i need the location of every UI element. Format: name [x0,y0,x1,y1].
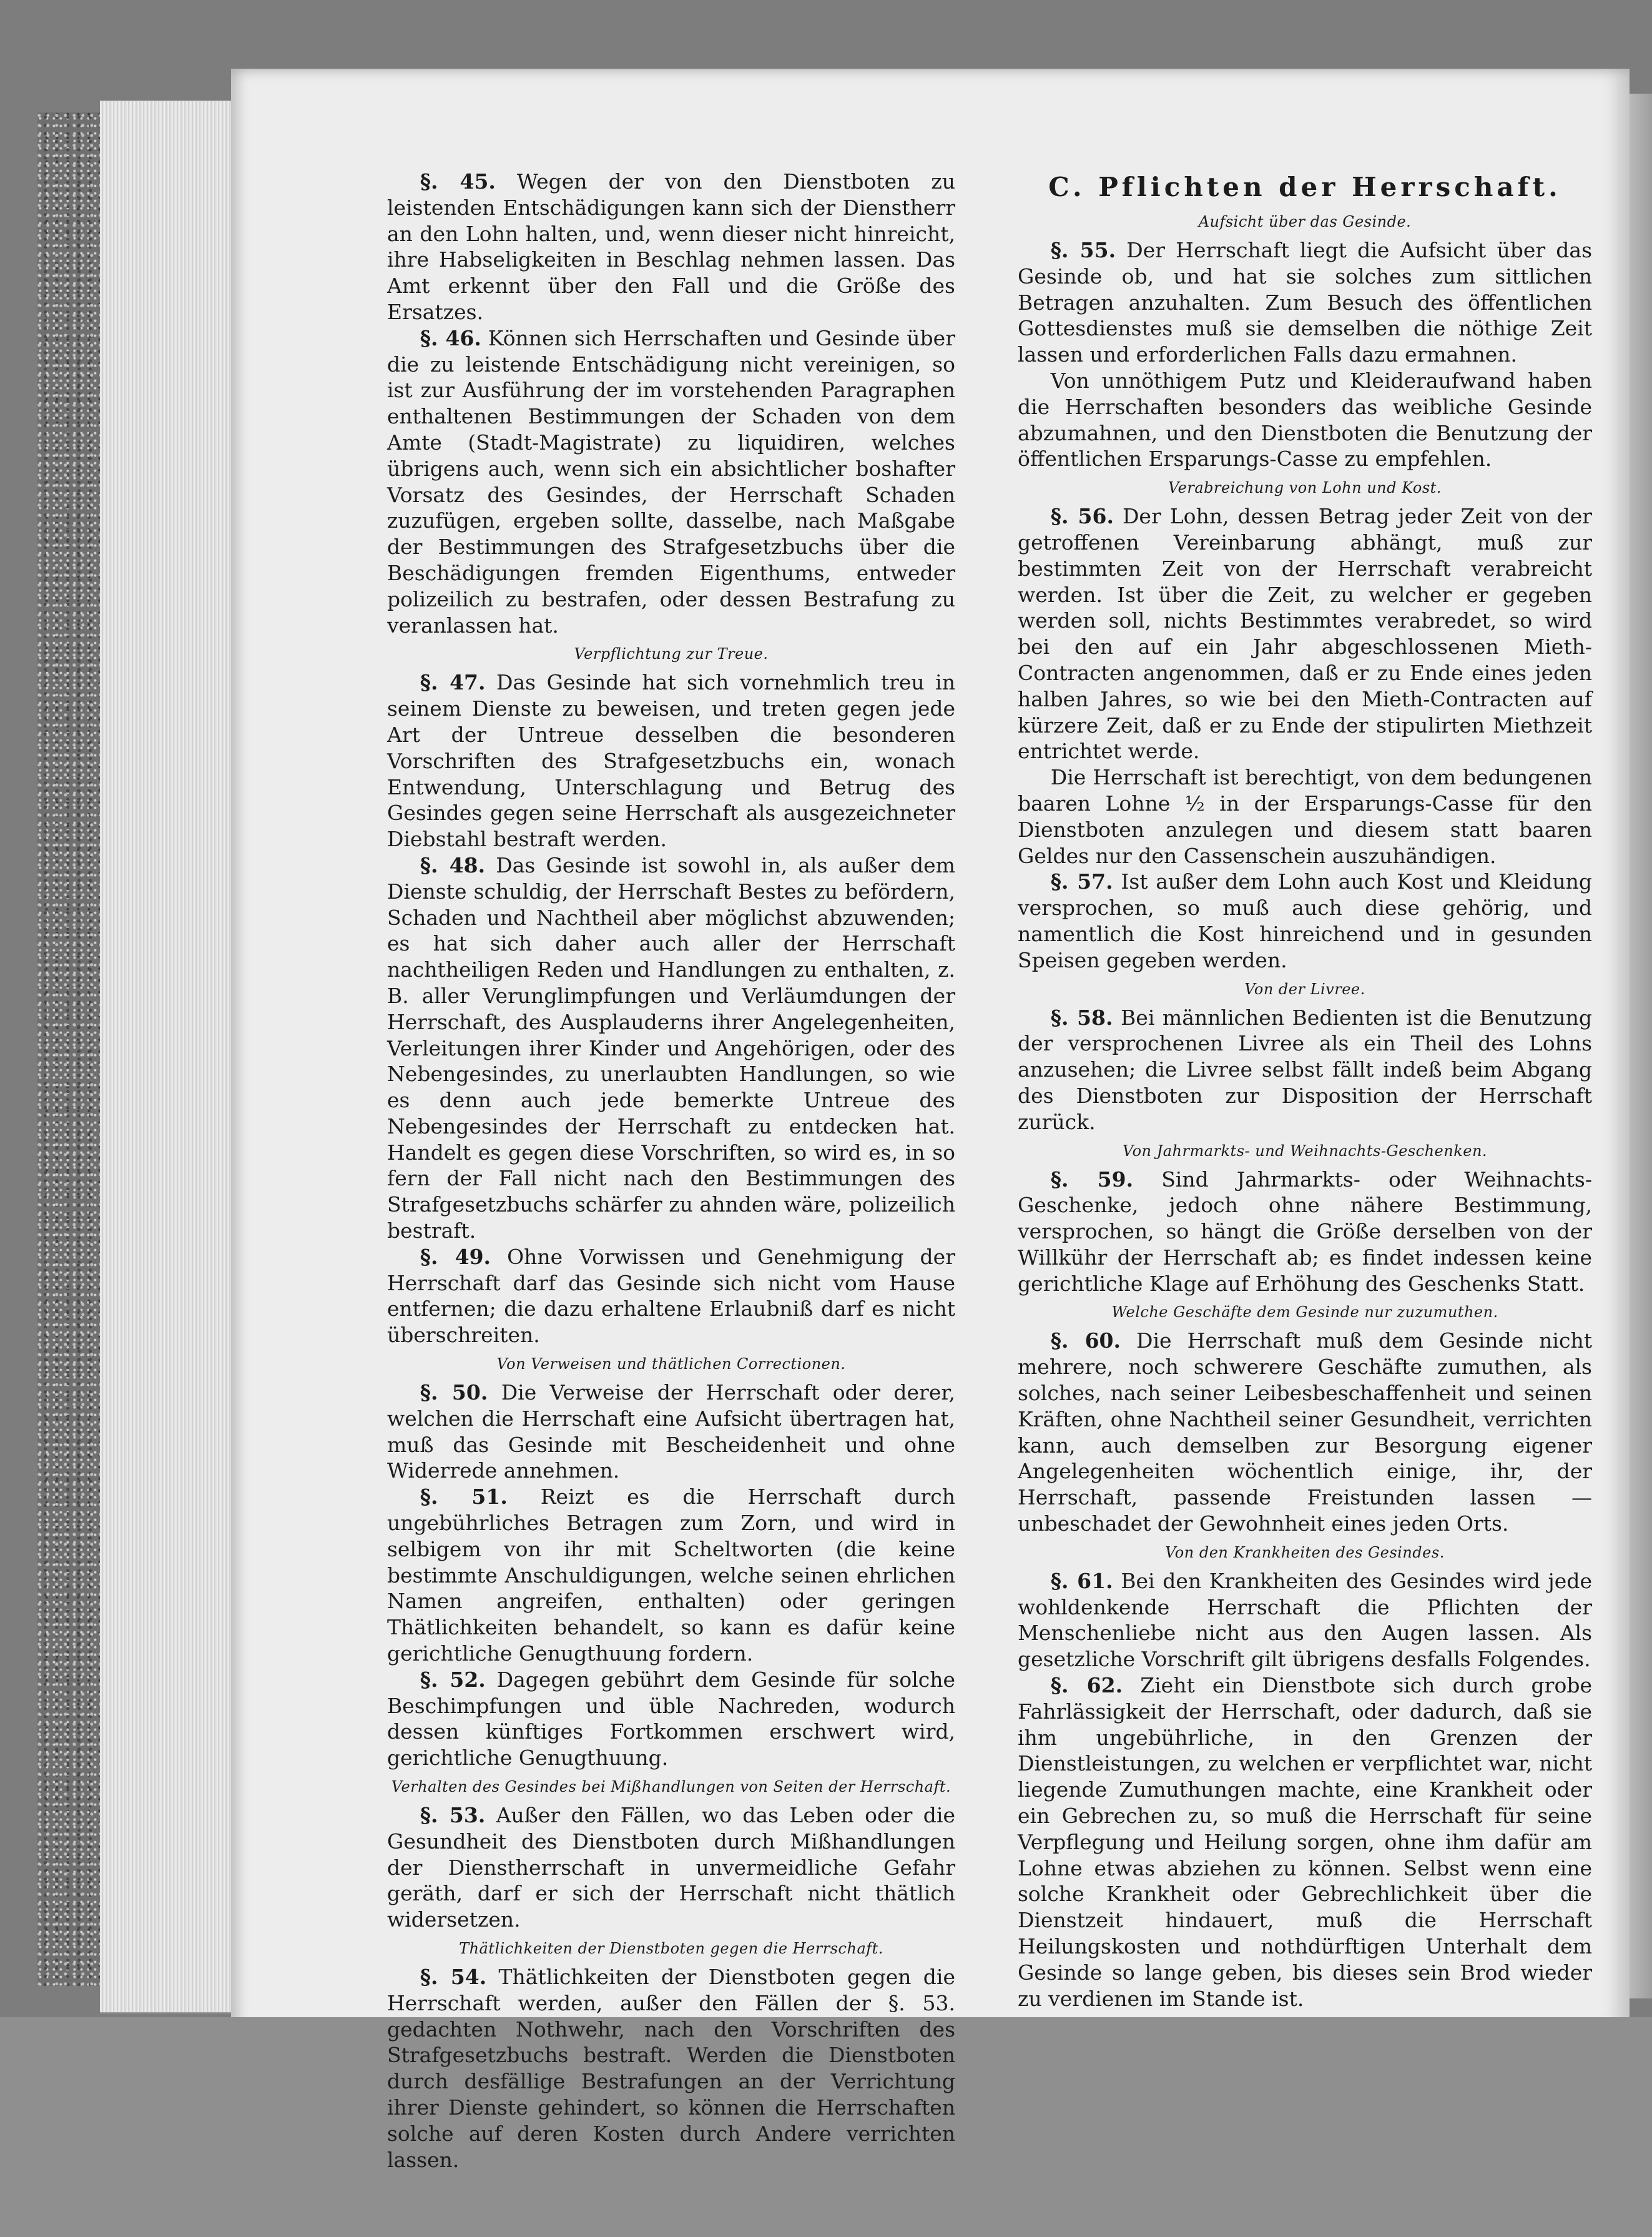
section-subheading: Von Jahrmarkts- und Weihnachts-Geschenken. [1122,1142,1488,1160]
paragraph [1018,237,1592,368]
paragraph-number: §. 51. [420,1484,508,1509]
paragraph [387,169,955,325]
book-cover-marbled-edge [37,112,102,1986]
paragraph [1018,869,1592,973]
book-page-edges [100,100,237,2013]
section-main-heading: C. Pflichten der Herrschaft. [1048,172,1561,202]
left-text-column [387,169,955,2173]
paragraph [1018,1328,1592,1536]
paragraph-text: Bei männlichen Bedienten ist die Benutzung der versprochenen Livree als ein Theil des Lohns anzusehen; die Livree selbst fällt indeß beim Abgang des Dienstboten zur Disposition der Herrschaft zurück. [1018,1005,1592,1134]
paragraph-number: §. 60. [1050,1328,1121,1353]
paragraph-number: §. 56. [1050,504,1114,529]
paragraph [387,325,955,639]
paragraph-text: Das Gesinde ist sowohl in, als außer dem Dienste schuldig, der Herrschaft Bestes zu befördern, Schaden und Nachtheil aber möglichst abzuwenden; es hat sich daher auch aller der Herrschaft nachtheiligen Reden und Handlungen zu enthalten, z. B. aller Verunglimpfungen und Verläumdungen der Herrschaft, des Ausplauderns ihrer Angelegenheiten, Verleitungen ihrer Kinder und Angehörigen, oder des Nebengesindes, zu unerlaubten Handlungen, so wie es denn auch jede bemerkte Untreue des Nebengesindes der Herrschaft zu entdecken hat. Handelt es gegen diese Vorschriften, so wird es, in so fern der Fall nicht nach den Bestimmungen des Strafgesetzbuchs schärfer zu ahnden wäre, polizeilich bestraft. [387,852,955,1243]
paragraph-text: Zieht ein Dienstbote sich durch grobe Fahrlässigkeit der Herrschaft, oder dadurch, daß sie ihm ungebührliche, in den Grenzen der Dienstleistungen, zu welchen er verpflichtet war, nicht liegende Zumuthungen machte, eine Krankheit oder ein Gebrechen zu, so muß die Herrschaft für seine Verpflegung und Heilung sorgen, ohne ihm dafür am Lohne etwas abziehen zu können. Selbst wenn eine solche Krankheit oder Gebrechlichkeit über die Dienstzeit hindauert, muß die Herrschaft Heilungskosten und nothdürftigen Unterhalt dem Gesinde so lange geben, bis dieses sein Brod wieder zu verdienen im Stande ist. [1018,1673,1592,2011]
paragraph-text: Die Herrschaft muß dem Gesinde nicht mehrere, noch schwerere Geschäfte zumuthen, als solches, nach seiner Leibesbeschaffenheit und seinen Kräften, ohne Nachtheil seiner Gesundheit, verrichten kann, auch demselben zur Besorgung eigener Angelegenheiten wöchentlich einige, ihr, der Herrschaft, passende Freistunden lassen — unbeschadet der Gewohnheit eines jeden Orts. [1018,1328,1592,1536]
paragraph [1018,1005,1592,1135]
paragraph [1018,764,1592,869]
paragraph-number: §. 47. [420,670,486,695]
paragraph-text: Ohne Vorwissen und Genehmigung der Herrschaft darf das Gesinde sich nicht vom Hause entfernen; die dazu erhaltene Erlaubniß darf es nicht überschreiten. [387,1244,955,1348]
paragraph-number: §. 49. [420,1244,491,1269]
section-subheading: Verhalten des Gesindes bei Mißhandlungen von Seiten der Herrschaft. [391,1778,951,1796]
paragraph-text: Der Herrschaft liegt die Aufsicht über das Gesinde ob, und hat sie solches zum sittlichen Betragen anzuhalten. Zum Besuch des öffentlichen Gottesdienstes muß sie demselben die nöthige Zeit lassen und erforderlichen Falls dazu ermahnen. [1018,238,1593,367]
paragraph [387,669,955,852]
paragraph-text: Wegen der von den Dienstboten zu leistenden Entschädigungen kann sich der Dienstherr an den Lohn halten, und, wenn dieser nicht hinreicht, ihre Habseligkeiten in Beschlag nehmen lassen. Das Amt erkennt über den Fall und die Größe des Ersatzes. [387,169,955,324]
paragraph-text: Reizt es die Herrschaft durch ungebührliches Betragen zum Zorn, und wird in selbigem von ihr mit Scheltworten (die keine bestimmte Anschuldigungen, welche seinen ehrlichen Namen angreifen, enthalten) oder geringen Thätlichkeiten behandelt, so kann es dafür keine gerichtliche Genugthuung fordern. [387,1484,955,1666]
paragraph [1018,1167,1592,1297]
section-subheading: Thätlichkeiten der Dienstboten gegen die Herrschaft. [459,1940,883,1957]
paragraph-number: §. 46. [420,325,481,350]
paragraph-number: §. 48. [420,852,486,877]
paragraph-text: Von unnöthigem Putz und Kleideraufwand haben die Herrschaften besonders das weibliche Gesinde abzumahnen, und den Dienstboten die Benutzung der öffentlichen Ersparungs-Casse zu empfehlen. [1018,368,1592,472]
paragraph-number: §. 62. [1050,1673,1123,1698]
paragraph-number: §. 57. [1050,869,1113,894]
paragraph-text: Ist außer dem Lohn auch Kost und Kleidung versprochen, so muß auch diese gehörig, und namentlich die Kost hinreichend und in gesunden Speisen gegeben werden. [1018,869,1592,972]
paragraph-text: Bei den Krankheiten des Gesindes wird jede wohldenkende Herrschaft die Pflichten der Menschenliebe nicht aus den Augen lassen. Als gesetzliche Vorschrift gilt übrigens desfalls Folgendes. [1018,1568,1592,1672]
paragraph [1018,1568,1592,1672]
paragraph [387,1667,955,1771]
paragraph [387,1244,955,1348]
paragraph-number: §. 55. [1050,238,1116,262]
paragraph-number: §. 61. [1050,1568,1113,1593]
paragraph-number: §. 50. [420,1380,488,1405]
section-subheading: Aufsicht über das Gesinde. [1198,213,1412,230]
paragraph [387,1802,955,1933]
section-subheading: Verabreichung von Lohn und Kost. [1168,479,1442,497]
paragraph-text: Die Verweise der Herrschaft oder derer, welchen die Herrschaft eine Aufsicht übertragen hat, muß das Gesinde mit Bescheidenheit und ohne Widerrede annehmen. [387,1380,955,1483]
paragraph [387,1484,955,1667]
paragraph [1018,503,1592,764]
section-subheading: Von den Krankheiten des Gesindes. [1165,1543,1445,1561]
paragraph-number: §. 54. [420,1965,487,1989]
paragraph [387,1964,955,2173]
right-text-column [1018,169,1592,2012]
paragraph-number: §. 53. [420,1803,486,1828]
section-subheading: Verpflichtung zur Treue. [574,645,769,663]
paragraph [1018,1672,1592,2012]
paragraph [387,1380,955,1484]
paragraph-number: §. 59. [1050,1167,1134,1192]
paragraph [1018,368,1592,472]
paragraph-number: §. 52. [420,1667,486,1692]
section-subheading: Von der Livree. [1244,980,1365,998]
paragraph-text: Können sich Herrschaften und Gesinde über die zu leistende Entschädigung nicht vereinigen, so ist zur Ausführung der im vorstehenden Paragraphen enthaltenen Bestimmungen der Schaden von dem Amte (Stadt-Magistrate) zu liquidiren, welches übrigens auch, wenn sich ein absichtlicher boshafter Vorsatz des Gesindes, der Herrschaft Schaden zuzufügen, ergeben sollte, dasselbe, nach Maßgabe der Bestimmungen des Strafgesetzbuchs über die Beschädigungen fremden Eigenthums, entweder polizeilich zu bestrafen, oder dessen Bestrafung zu veranlassen hat. [387,325,955,638]
paragraph-text: Sind Jahrmarkts- oder Weihnachts-Geschenke, jedoch ohne nähere Bestimmung, versprochen, so hängt die Größe derselben von der Willkühr der Herrschaft ab; es findet indessen keine gerichtliche Klage auf Erhöhung des Geschenks Statt. [1018,1167,1592,1296]
section-subheading: Welche Geschäfte dem Gesinde nur zuzumuthen. [1111,1303,1498,1321]
paragraph-text: Das Gesinde hat sich vornehmlich treu in seinem Dienste zu beweisen, und treten gegen jede Art der Untreue desselben die besonderen Vorschriften des Strafgesetzbuchs ein, wonach Entwendung, Unterschlagung und Betrug des Gesindes gegen seine Herrschaft als ausgezeichneter Diebstahl bestraft werden. [387,670,955,852]
paragraph-number: §. 58. [1050,1005,1113,1030]
paragraph-text: Dagegen gebührt dem Gesinde für solche Beschimpfungen und üble Nachreden, wodurch dessen künftiges Fortkommen erschwert wird, gerichtliche Genugthuung. [387,1667,956,1770]
paragraph-text: Außer den Fällen, wo das Leben oder die Gesundheit des Dienstboten durch Mißhandlungen der Dienstherrschaft in unvermeidliche Gefahr geräth, darf er sich der Herrschaft nicht thätlich widersetzen. [387,1803,955,1932]
paragraph-number: §. 45. [420,169,496,194]
paragraph-text: Die Herrschaft ist berechtigt, von dem bedungenen baaren Lohne ½ in der Ersparungs-Casse für den Dienstboten anzulegen und diesem statt baaren Geldes nur den Cassenschein auszuhändigen. [1018,765,1592,868]
paragraph-text: Der Lohn, dessen Betrag jeder Zeit von der getroffenen Vereinbarung abhängt, muß zur bestimmten Zeit von der Herrschaft verabreicht werden. Ist über die Zeit, zu welcher er gegeben werden soll, nichts Bestimmtes verabredet, so wird bei den auf ein Jahr abgeschlossenen Mieth-Contracten angenommen, daß er zu Ende eines jeden halben Jahres, so wie bei den Mieth-Contracten auf kürzere Zeit, daß er zu Ende der stipulirten Miethzeit entrichtet werde. [1018,504,1592,764]
paragraph-text: Thätlichkeiten der Dienstboten gegen die Herrschaft werden, außer den Fällen der §. 53. gedachten Nothwehr, nach den Vorschriften des Strafgesetzbuchs bestraft. Werden die Dienstboten durch desfällige Bestrafungen an der Verrichtung ihrer Dienste gehindert, so können die Herrschaften solche auf deren Kosten durch Andere verrichten lassen. [387,1965,955,2172]
section-subheading: Von Verweisen und thätlichen Correctionen. [496,1355,846,1373]
paragraph [387,852,955,1244]
